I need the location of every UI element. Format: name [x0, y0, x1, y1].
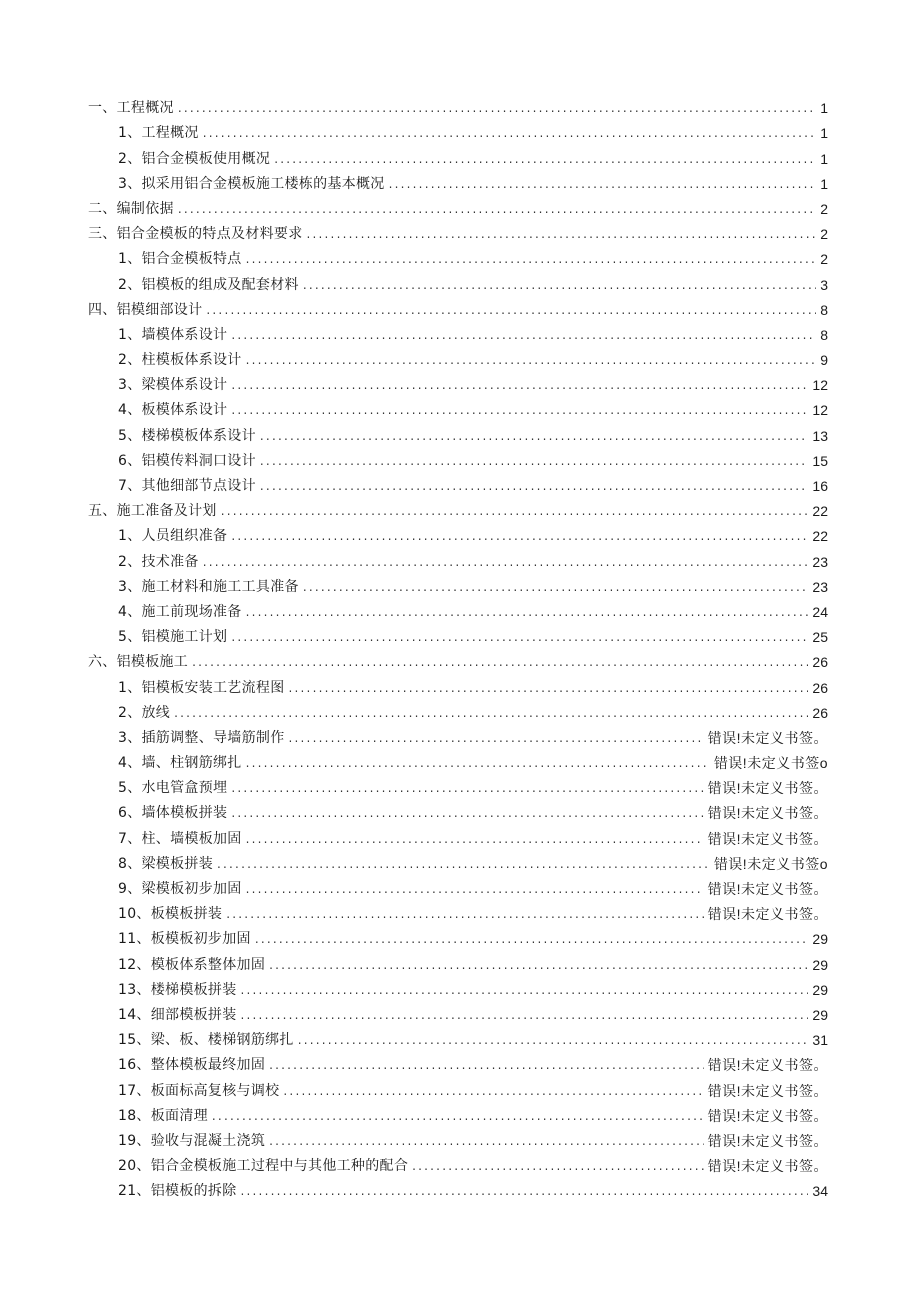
toc-entry-label: 14、细部模板拼装	[118, 1006, 237, 1023]
toc-dot-leader	[269, 1132, 703, 1150]
toc-entry-label: 一、工程概况	[88, 100, 174, 117]
toc-dot-leader	[178, 99, 816, 117]
toc-dot-leader	[307, 225, 817, 243]
toc-dot-leader	[192, 653, 808, 671]
toc-dot-leader	[255, 930, 809, 948]
toc-page-number: 1	[820, 100, 828, 117]
toc-page-number: 2	[820, 226, 828, 243]
toc-dot-leader	[231, 779, 703, 797]
toc-entry-label: 四、铝模细部设计	[88, 301, 203, 318]
toc-page-number: 12	[812, 377, 828, 394]
toc-page-number: 29	[812, 931, 828, 948]
toc-dot-leader	[260, 427, 809, 445]
toc-entry-label: 12、模板体系整体加固	[118, 956, 266, 973]
toc-subsection-entry[interactable]	[88, 1125, 828, 1150]
toc-dot-leader	[269, 956, 808, 974]
toc-dot-leader	[260, 477, 809, 495]
toc-dot-leader	[246, 250, 817, 268]
toc-entry-label: 10、板模板拼装	[118, 906, 223, 923]
toc-subsection-entry[interactable]	[88, 596, 828, 621]
toc-entry-label: 六、铝模板施工	[88, 654, 189, 671]
toc-entry-label: 6、铝模传料洞口设计	[118, 452, 256, 469]
toc-subsection-entry[interactable]	[88, 168, 828, 193]
toc-page-number: 26	[812, 704, 828, 721]
toc-entry-label: 5、铝模施工计划	[118, 629, 228, 646]
toc-page-number: 错误!未定义书签o	[713, 855, 828, 872]
toc-dot-leader	[241, 1006, 809, 1024]
toc-subsection-entry[interactable]	[88, 848, 828, 873]
toc-page-number: 29	[812, 981, 828, 998]
toc-subsection-entry[interactable]	[88, 797, 828, 822]
toc-page-number: 23	[812, 553, 828, 570]
toc-subsection-entry[interactable]	[88, 419, 828, 444]
toc-entry-label: 3、梁模体系设计	[118, 377, 228, 394]
toc-entry-label: 9、梁模板初步加固	[118, 881, 242, 897]
toc-subsection-entry[interactable]	[88, 923, 828, 948]
toc-dot-leader	[231, 376, 808, 394]
toc-dot-leader	[260, 452, 809, 470]
toc-subsection-entry[interactable]	[88, 369, 828, 394]
toc-dot-leader	[231, 326, 816, 344]
toc-entry-label: 1、墙模体系设计	[118, 326, 228, 343]
toc-entry-label: 11、板模板初步加固	[118, 931, 251, 948]
toc-subsection-entry[interactable]	[88, 1024, 828, 1049]
toc-dot-leader	[412, 1157, 703, 1175]
toc-entry-label: 1、铝合金模板特点	[118, 251, 242, 268]
toc-dot-leader	[246, 830, 704, 848]
toc-dot-leader	[303, 276, 816, 294]
toc-subsection-entry[interactable]	[88, 999, 828, 1024]
toc-entry-label: 8、梁模板拼装	[118, 855, 214, 872]
toc-entry-label: 7、其他细部节点设计	[118, 478, 256, 494]
toc-entry-label: 2、技术准备	[118, 553, 199, 570]
toc-entry-label: 21、铝模板的拆除	[118, 1183, 237, 1200]
toc-page-number: 26	[812, 679, 828, 696]
toc-subsection-entry[interactable]	[88, 520, 828, 545]
toc-page-number: 2	[820, 251, 828, 268]
toc-entry-label: 1、工程概况	[118, 125, 199, 142]
toc-entry-label: 五、施工准备及计划	[88, 503, 217, 520]
toc-entry-label: 19、验收与混凝土浇筑	[118, 1132, 266, 1149]
toc-dot-leader	[303, 578, 809, 596]
toc-dot-leader	[246, 754, 710, 772]
toc-dot-leader	[231, 804, 703, 822]
toc-subsection-entry[interactable]	[88, 571, 828, 596]
toc-subsection-entry[interactable]	[88, 1175, 828, 1200]
toc-entry-label: 4、施工前现场准备	[118, 603, 242, 620]
toc-dot-leader	[246, 880, 704, 898]
toc-entry-label: 5、水电管盒预埋	[118, 780, 228, 797]
toc-page-number: 3	[820, 276, 828, 293]
toc-page-number: 错误!未定义书签。	[707, 1132, 828, 1149]
toc-section-entry[interactable]	[88, 646, 828, 671]
toc-page-number: 25	[812, 629, 828, 646]
toc-entry-label: 1、铝模板安装工艺流程图	[118, 679, 285, 696]
toc-subsection-entry[interactable]	[88, 974, 828, 999]
toc-page-number: 错误!未定义书签。	[707, 780, 828, 797]
toc-section-entry[interactable]	[88, 92, 828, 117]
toc-subsection-entry[interactable]	[88, 747, 828, 772]
toc-subsection-entry[interactable]	[88, 671, 828, 696]
toc-subsection-entry[interactable]	[88, 268, 828, 293]
toc-subsection-entry[interactable]	[88, 344, 828, 369]
toc-entry-label: 7、柱、墙模板加固	[118, 830, 242, 847]
toc-entry-label: 5、楼梯模板体系设计	[118, 427, 256, 444]
toc-entry-label: 16、整体模板最终加固	[118, 1057, 266, 1074]
toc-section-entry[interactable]	[88, 294, 828, 319]
toc-dot-leader	[217, 855, 710, 873]
toc-entry-label: 三、铝合金模板的特点及材料要求	[88, 226, 303, 243]
toc-entry-label: 20、铝合金模板施工过程中与其他工种的配合	[118, 1158, 409, 1175]
toc-subsection-entry[interactable]	[88, 1150, 828, 1175]
toc-dot-leader	[298, 1031, 809, 1049]
toc-page-number: 9	[820, 352, 828, 369]
toc-section-entry[interactable]	[88, 218, 828, 243]
toc-section-entry[interactable]	[88, 495, 828, 520]
toc-dot-leader	[289, 729, 704, 747]
toc-page-number: 1	[820, 175, 828, 192]
toc-page-number: 23	[812, 578, 828, 595]
toc-entry-label: 2、铝模板的组成及配套材料	[118, 276, 299, 293]
toc-entry-label: 4、墙、柱钢筋绑扎	[118, 755, 242, 772]
toc-entry-label: 15、梁、板、楼梯钢筋绑扎	[118, 1032, 294, 1049]
toc-page-number: 22	[812, 503, 828, 520]
toc-subsection-entry[interactable]	[88, 1100, 828, 1125]
toc-subsection-entry[interactable]	[88, 545, 828, 570]
toc-dot-leader	[389, 175, 817, 193]
toc-page-number: 26	[812, 654, 828, 671]
toc-dot-leader	[231, 401, 808, 419]
toc-dot-leader	[174, 704, 808, 722]
toc-page-number: 29	[812, 956, 828, 973]
table-of-contents	[88, 92, 828, 1200]
toc-page-number: 错误!未定义书签o	[713, 755, 828, 772]
toc-dot-leader	[231, 527, 808, 545]
toc-page-number: 错误!未定义书签。	[707, 1158, 828, 1175]
toc-page-number: 错误!未定义书签。	[707, 1082, 828, 1099]
toc-dot-leader	[246, 351, 817, 369]
toc-page-number: 31	[812, 1032, 828, 1049]
toc-dot-leader	[289, 679, 809, 697]
toc-page-number: 12	[812, 402, 828, 419]
toc-entry-label: 1、人员组织准备	[118, 528, 228, 545]
toc-dot-leader	[203, 553, 809, 571]
toc-subsection-entry[interactable]	[88, 772, 828, 797]
toc-page-number: 错误!未定义书签。	[707, 830, 828, 847]
toc-page-number: 错误!未定义书签。	[707, 906, 828, 923]
toc-subsection-entry[interactable]	[88, 1049, 828, 1074]
toc-subsection-entry[interactable]	[88, 243, 828, 268]
toc-dot-leader	[241, 1182, 809, 1200]
toc-page-number: 15	[812, 452, 828, 469]
toc-entry-label: 17、板面标高复核与调校	[118, 1082, 280, 1099]
toc-page-number: 13	[812, 427, 828, 444]
toc-subsection-entry[interactable]	[88, 873, 828, 898]
toc-entry-label: 3、插筋调整、导墙筋制作	[118, 729, 285, 746]
toc-entry-label: 18、板面清理	[118, 1107, 208, 1124]
toc-entry-label: 6、墙体模板拼装	[118, 805, 228, 822]
toc-dot-leader	[212, 1107, 704, 1125]
toc-subsection-entry[interactable]	[88, 621, 828, 646]
toc-entry-label: 4、板模体系设计	[118, 402, 228, 419]
toc-dot-leader	[241, 981, 809, 999]
toc-dot-leader	[246, 603, 809, 621]
toc-entry-label: 二、编制依据	[88, 200, 174, 217]
toc-entry-label: 2、铝合金模板使用概况	[118, 150, 271, 167]
toc-page-number: 错误!未定义书签。	[707, 881, 828, 897]
toc-page-number: 错误!未定义书签。	[707, 729, 828, 746]
toc-subsection-entry[interactable]	[88, 898, 828, 923]
toc-dot-leader	[178, 200, 816, 218]
toc-dot-leader	[203, 124, 816, 142]
toc-dot-leader	[226, 905, 703, 923]
toc-page-number: 1	[820, 125, 828, 142]
toc-page-number: 2	[820, 200, 828, 217]
toc-dot-leader	[269, 1056, 703, 1074]
toc-subsection-entry[interactable]	[88, 445, 828, 470]
toc-dot-leader	[221, 502, 809, 520]
toc-subsection-entry[interactable]	[88, 697, 828, 722]
toc-dot-leader	[283, 1082, 703, 1100]
toc-subsection-entry[interactable]	[88, 142, 828, 167]
toc-page-number: 34	[812, 1183, 828, 1200]
toc-page-number: 8	[820, 301, 828, 318]
toc-dot-leader	[206, 301, 816, 319]
toc-subsection-entry[interactable]	[88, 722, 828, 747]
toc-entry-label: 2、柱模板体系设计	[118, 352, 242, 369]
toc-page-number: 29	[812, 1006, 828, 1023]
toc-page-number: 错误!未定义书签。	[707, 1107, 828, 1124]
toc-entry-label: 3、施工材料和施工工具准备	[118, 578, 299, 595]
toc-entry-label: 2、放线	[118, 704, 171, 721]
toc-page-number: 22	[812, 528, 828, 545]
toc-entry-label: 3、拟采用铝合金模板施工楼栋的基本概况	[118, 175, 385, 192]
toc-page-number: 8	[820, 326, 828, 343]
toc-subsection-entry[interactable]	[88, 948, 828, 973]
toc-subsection-entry[interactable]	[88, 394, 828, 419]
toc-page-number: 16	[812, 478, 828, 494]
toc-subsection-entry[interactable]	[88, 470, 828, 495]
toc-page-number: 1	[820, 150, 828, 167]
toc-page-number: 错误!未定义书签。	[707, 805, 828, 822]
toc-page-number: 24	[812, 603, 828, 620]
toc-page-number: 错误!未定义书签。	[707, 1057, 828, 1074]
toc-subsection-entry[interactable]	[88, 117, 828, 142]
toc-dot-leader	[274, 150, 816, 168]
toc-subsection-entry[interactable]	[88, 319, 828, 344]
toc-section-entry[interactable]	[88, 193, 828, 218]
toc-entry-label: 13、楼梯模板拼装	[118, 981, 237, 998]
toc-subsection-entry[interactable]	[88, 822, 828, 847]
toc-subsection-entry[interactable]	[88, 1074, 828, 1099]
toc-dot-leader	[231, 628, 808, 646]
